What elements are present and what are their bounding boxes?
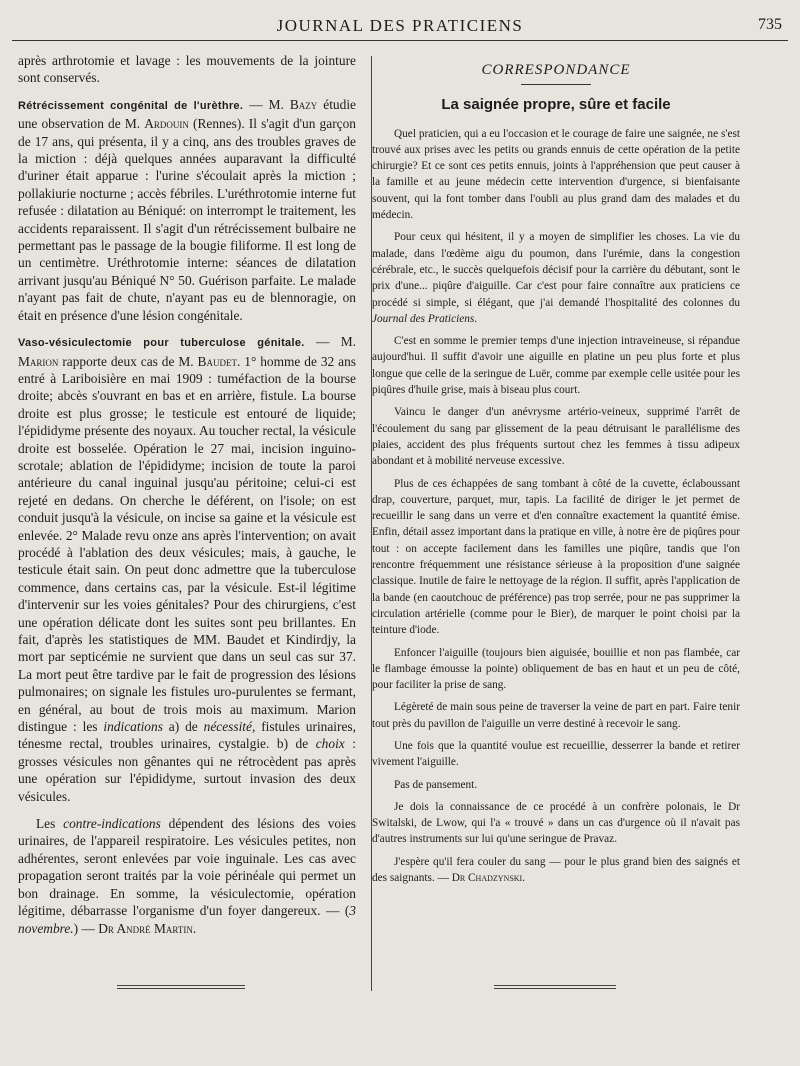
article-vesiculectomie <box>18 333 356 805</box>
author-name: M. Bazy <box>268 96 318 112</box>
body-text: fistules urinaires, ténesme rectal, troubles urinaires, cystalgie. b) de <box>18 719 356 752</box>
left-column <box>18 52 356 937</box>
paragraph: Légèreté de main sous peine de traverser la veine de part en part. Faire tenir tout près du pavillon de l'aiguille un verre destiné à recevoir le sang. <box>372 701 740 730</box>
contre-indications-paragraph <box>18 815 356 937</box>
body-text: rapporte deux cas de M. <box>58 353 198 369</box>
date: 3 novembre. <box>18 903 356 936</box>
author-name: M. Marion <box>18 334 356 369</box>
signature: Dr Chadzynski. <box>451 872 526 885</box>
body-text: a) de <box>162 719 204 735</box>
paragraph: Quel praticien, qui a eu l'occasion et le courage de faire une saignée, ne s'est trouvé aux prises avec les petits ou grands ennuis de cette opération de la petite chirurgie? Et ce sont ces petits ennuis, joints à l'appréhension que peut causer à la famille et au jeune médecin cette intervention d'urgence, si bienfaisante souvent, qui la font tomber dans l'oubli au plus grand dam des malades et du médecin. <box>372 127 740 222</box>
paragraph: Plus de ces échappées de sang tombant à côté de la cuvette, éclaboussant drap, couverture, parquet, mur, tapis. La facilité de diriger le jet permet de recueillir le sang dans un verre et d'en connaître exactement la quantité émise. Enfin, détail assez important dans la pratique en ville, à notre ère de piqûres pour tout : on accepte facilement dans les familles une piqûre, tandis que l'on rencontre fréquemment une résistance sérieuse à la proposition d'une saignée classique. Inutile de faire le nettoyage de la région. Il suffit, après l'application de la bande (en caoutchouc de préférence) pas trop serrée, pour ne pas supprimer la circulation artérielle (comme pour le Bier), de marquer le point choisi par la teinture d'iode. <box>372 477 740 637</box>
signature: Dr André Martin. <box>98 920 197 936</box>
body-text: : grosses vésicules non gênantes qui ne rétrocèdent pas après une opération sur l'épididyme, surtout invasion des deux vésicules. <box>18 736 356 804</box>
body-text: (Rennes). Il s'agit d'un garçon de 17 ans, qui présenta, il y a cinq, ans des troubles graves de la miction : déjà quelques années auparavant la difficulté d'uriner était apparue : l'urine s'écoulait après la miction ; pollakiurie nocturne ; accès fébriles. L'uréthrotomie interne fut refusée : dilatation au Béniqué: on interrompt le traitement, les accidents reparaissent. Il s'agit d'un rétrécissement bulbaire ne permettant pas le passage de la bougie filiforme. Il est long de un centimètre. Uréthrotomie interne: séances de dilatation arrivant jusqu'au Béniqué N° 50. Guérison parfaite. Le malade n'ayant pas fait de chute, n'ayant pas eu de blennoragie, on était en présence d'une lésion congénitale. <box>18 116 356 323</box>
section-title: CORRESPONDANCE <box>481 62 631 78</box>
section-heading: Rétrécissement congénital de l'urèthre. <box>18 99 244 112</box>
body-text: J'espère qu'il fera couler du sang — pour le plus grand bien des saignés et des saignants. — <box>372 855 740 885</box>
paragraph: C'est en somme le premier temps d'une injection intraveineuse, si répandue aujourd'hui. Il suffit d'avoir une aiguille en platine un peu plus forte et plus longue que celle de la seringue de Luër, comme par exemple celle usitée pour les piqûres d'huile grise, mais à biseau plus court. <box>372 335 740 397</box>
body-text: ) — <box>73 920 99 936</box>
journal-name: Journal des Praticiens <box>372 312 475 325</box>
paragraph: Vaincu le danger d'un anévrysme artério-veineux, supprimé l'arrêt de l'écoulement du sang par glissement de la peau détruisant le parallélisme des plaies, accident des plus fréquents surtout chez les femmes à tissu adipeux abondant et à mobilité nerveuse excessive. <box>372 406 740 468</box>
section-heading: Vaso-vésiculectomie pour tuberculose génitale. <box>18 337 305 350</box>
body-text: . <box>474 312 478 325</box>
body-text: . 1° homme de 32 ans entré à Lariboisière en mai 1909 : tuméfaction de la bourse droite; abcès s'ouvrant en bas et en arrière, fistule. La bourse droite est plus grosse; le testicule est entouré de liquide; l'épididyme présente des noyaux. Au toucher rectal, la vésicule droite est bosselée. Opération le 27 mai, incision inguino-scrotale; ablation de l'épididyme; incision de toute la paroi antérieure du canal inguinal jusqu'au péritoine; celui-ci est rejeté en dedans. On cherche le déférent, on l'isole; on est conduit jusqu'à la vésicule, on incise sa gaine et la vésicule est enlevée. 2° Malade revu onze ans après l'intervention; on avait procédé à l'ablation des deux vésicules; mais, à gauche, le testicule était sain. On peut donc admettre que la tuberculose commence, dans certains cas, par la vésicule. Est-il légitime d'intervenir sur les voies génitales? Pour des chirurgiens, c'est une opération délicate dont les suites sont peu brillantes. En fait, d'après les statistiques de MM. Baudet et Kindirdjy, la mort par septicémie ne survient que dans un seul cas sur 37. La mort peut être tardive par le fait de progression des lésions pulmonaires; on signale les fistules uro-purulentes se fermant, en général, au bout de trois mois au maximum. Marion distingue : les <box>18 353 357 735</box>
body-text: Pour ceux qui hésitent, il y a moyen de simplifier les choses. La vie du malade, dans l'œdème aigu du poumon, dans l'urémie, dans la congestion cérébrale, etc., le succès quelquefois décisif pour la carrière du débutant, sont le prix d'une... piqûre d'aiguille. Car c'est pour faire connaître aux praticiens ce procédé si simple, si élégant, que j'ai demandé l'hospitalité des colonnes du <box>372 231 740 309</box>
italic-term: indications <box>103 719 163 735</box>
paragraph <box>372 854 740 887</box>
paragraph: Enfoncer l'aiguille (toujours bien aiguisée, bouillie et non pas flambée, car le flambage émousse la pointe) obliquement de bas en haut et un peu de côté, pour faciliter la prise de sang. <box>372 646 740 692</box>
article-urethre <box>18 96 356 324</box>
page-header <box>0 0 800 40</box>
author-name: Ardouin <box>144 116 189 132</box>
dash: — <box>249 96 269 112</box>
end-rule-right <box>494 985 616 986</box>
body-text: dépendent des lésions des voies urinaires, de l'appareil respiratoire. Les vésicules petites, non adhérentes, seront enlevées par voie inguinale. Les cas avec propagation seront traités par la voie périnéale qui permet un bon drainage. En somme, la vésiculectomie, opération légitime, débarrasse l'organisme d'un foyer dangereux. — ( <box>18 816 356 919</box>
continuation-paragraph: après arthrotomie et lavage : les mouvements de la jointure sont conservés. <box>18 53 356 86</box>
italic-term: contre-indications <box>63 816 161 832</box>
journal-title: JOURNAL DES PRATICIENS <box>276 16 524 35</box>
end-rule-right-double <box>494 988 616 989</box>
end-rule-left <box>117 985 245 986</box>
italic-term: nécessité, <box>203 719 256 735</box>
paragraph: Pas de pansement. <box>394 778 478 791</box>
end-rule-left-double <box>117 988 245 989</box>
article-title: La saignée propre, sûre et facile <box>441 96 671 114</box>
author-name: Baudet <box>197 353 237 369</box>
body-text: étudie une observation de M. <box>18 96 356 132</box>
paragraph: Une fois que la quantité voulue est recueillie, desserrer la bande et retirer vivement l'aiguille. <box>372 739 740 769</box>
section-rule <box>521 84 591 85</box>
dash: — <box>315 334 341 350</box>
page-number: 735 <box>758 16 782 33</box>
right-column <box>372 62 740 892</box>
paragraph <box>372 229 740 327</box>
header-rule <box>12 40 788 41</box>
italic-term: choix <box>315 736 345 752</box>
body-text: Les <box>36 816 64 832</box>
paragraph: Je dois la connaissance de ce procédé à un confrère polonais, le Dr Switalski, de Lwow, qui l'a « trouvé » dans un cas d'urgence où il n'avait pas d'autres instruments sur lui qu'une seringue de Pravaz. <box>372 800 740 846</box>
